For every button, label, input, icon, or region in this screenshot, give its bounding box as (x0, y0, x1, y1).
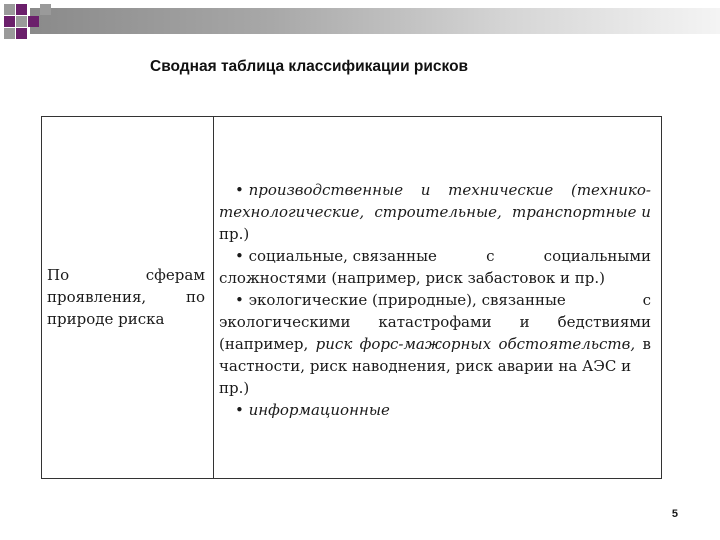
page-title: Сводная таблица классификации рисков (150, 58, 469, 75)
table-divider (213, 117, 214, 478)
header-band (30, 8, 720, 34)
risk-table (41, 116, 662, 479)
corner-decoration (0, 0, 60, 46)
page-number: 5 (671, 508, 678, 520)
table-cell-risk-types: • производственные и технические (технико- технологические, строительные, транспортные и пр.) • социальные, связанные с социальными сложностями (например, риск забастовок и пр.) • экологические (природные), связанные с экологическими катастрофами и бедствиями (например, риск форс-мажорных обстоятельств, в частности, риск наводнения, риск аварии на АЭС и пр.) • информационные (219, 181, 651, 419)
table-cell-category: По сферам проявления, по природе риска (47, 266, 205, 328)
